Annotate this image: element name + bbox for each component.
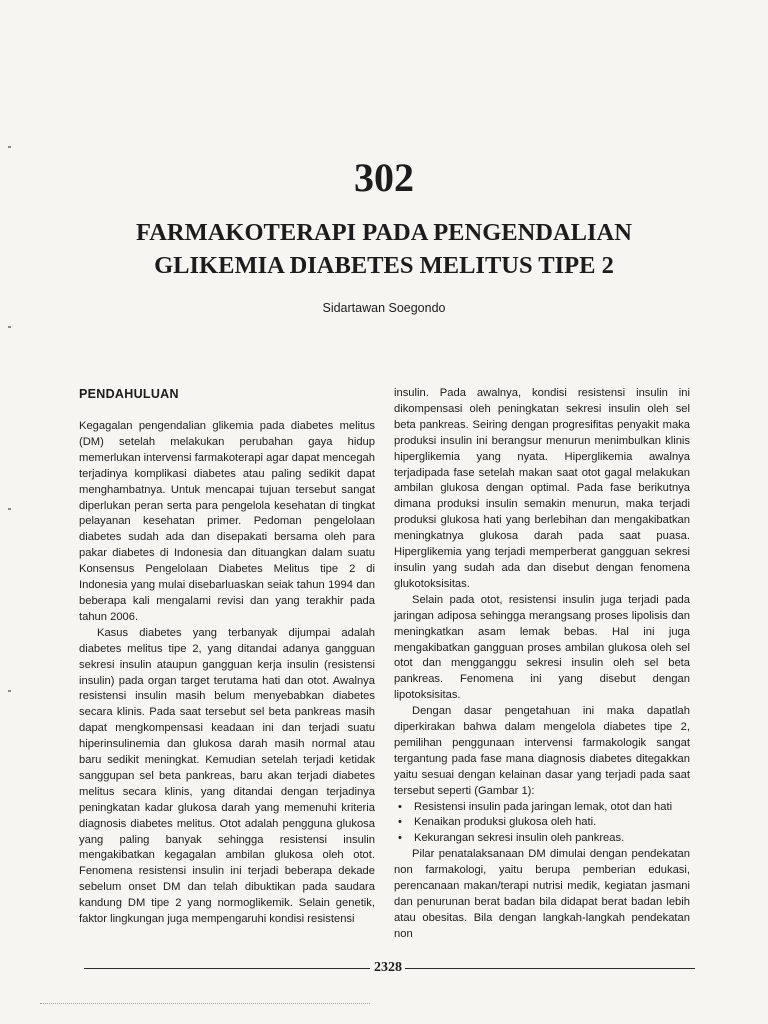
right-column	[394, 386, 690, 943]
scan-artifact-mark	[8, 508, 11, 510]
paragraph: Kasus diabetes yang terbanyak dijumpai adalah diabetes melitus tipe 2, yang ditandai adanya gangguan sekresi insulin ataupun gangguan kerja insulin (resistensi insulin) pada organ target terutama hati dan otot. Awalnya resistensi insulin masih belum menyebabkan diabetes secara klinis. Pada saat tersebut sel beta pankreas masih dapat mengkompensasi keadaan ini dan terjadi suatu hiperinsulinemia dan glukosa darah masih normal atau baru sedikit meningkat. Kemudian setelah terjadi ketidak sanggupan sel beta pankreas, baru akan terjadi diabetes melitus secara klinis, yang ditandai dengan terjadinya peningkatan kadar glukosa darah yang memenuhi kriteria diagnosis diabetes melitus. Otot adalah pengguna glukosa yang paling banyak sehingga resistensi insulin mengakibatkan kegagalan ambilan glukosa oleh otot. Fenomena resistensi insulin ini terjadi beberapa dekade sebelum onset DM dan telah dibuktikan pada saudara kandung DM tipe 2 yang normoglikemik. Selain genetik, faktor lingkungan juga mempengaruhi kondisi resistensi	[79, 626, 375, 926]
paragraph: Kegagalan pengendalian glikemia pada diabetes melitus (DM) setelah melakukan perubahan gaya hidup memerlukan intervensi farmakoterapi agar dapat mencegah terjadinya komplikasi diabetes atau paling sedikit dapat menghambatnya. Untuk mencapai tujuan tersebut sangat diperlukan peran serta para pengelola kesehatan di tingkat pelayanan kesehatan primer. Pedoman pengelolaan diabetes sudah ada dan disepakati bersama oleh para pakar diabetes di Indonesia dan dituangkan dalam suatu Konsensus Pengelolaan Diabetes Melitus tipe 2 di Indonesia yang mulai disebarluaskan seiak tahun 1994 dan beberapa kali mengalami revisi dan yang terakhir pada tahun 2006.	[79, 420, 376, 623]
bullet-item: • Kenaikan produksi glukosa oleh hati.	[394, 815, 690, 831]
section-heading: PENDAHULUAN	[79, 387, 179, 401]
chapter-title-line-2: GLIKEMIA DIABETES MELITUS TIPE 2	[154, 252, 614, 279]
bullet-item: • Resistensi insulin pada jaringan lemak, otot dan hati	[394, 800, 690, 816]
bullet-list	[394, 800, 690, 848]
chapter-number: 302	[354, 155, 414, 200]
paragraph: Dengan dasar pengetahuan ini maka dapatlah diperkirakan bahwa dalam mengelola diabetes tipe 2, pemilihan penggunaan intervensi farmakologik sangat tergantung pada fase mana diagnosis diabetes ditegakkan yaitu sesuai dengan kelainan dasar yang terjadi pada saat tersebut seperti (Gambar 1):	[394, 705, 690, 797]
footer-rule-right	[405, 968, 695, 969]
scan-artifact-mark	[8, 326, 11, 328]
bullet-item: • Kekurangan sekresi insulin oleh pankreas.	[394, 831, 690, 847]
scan-artifact-dots	[40, 1003, 370, 1005]
scan-artifact-mark	[8, 690, 11, 692]
author-name: Sidartawan Soegondo	[322, 301, 446, 315]
paragraph: Selain pada otot, resistensi insulin juga terjadi pada jaringan adiposa sehingga merangsang proses lipolisis dan meningkatkan asam lemak bebas. Hal ini juga mengakibatkan gangguan proses ambilan glukosa oleh sel otot dan mengganggu sekresi insulin oleh sel beta pankreas. Fenomena ini yang disebut dengan lipotoksisitas.	[394, 593, 690, 702]
paragraph: insulin. Pada awalnya, kondisi resistensi insulin ini dikompensasi oleh peningkatan sekresi insulin oleh sel beta pankreas. Seiring dengan progresifitas penyakit maka produksi insulin ini berangsur menurun menimbulkan klinis hiperglikemia yang nyata. Hiperglikemia awalnya terjadipada fase setelah makan saat otot gagal melakukan ambilan glukosa dengan optimal. Pada fase berikutnya dimana produksi insulin semakin menurun, maka terjadi produksi glukosa hati yang berlebihan dan mengakibatkan meningkatnya glukosa darah pada saat puasa. Hiperglikemia yang terjadi memperberat gangguan sekresi insulin yang sudah ada dan disebut dengan fenomena glukotoksisitas.	[394, 387, 690, 590]
page-number: 2328	[374, 960, 402, 975]
chapter-title-line-1: FARMAKOTERAPI PADA PENGENDALIAN	[136, 219, 632, 246]
chapter-title	[0, 216, 768, 282]
left-column	[79, 386, 375, 928]
paragraph: Pilar penatalaksanaan DM dimulai dengan pendekatan non farmakologi, yaitu berupa pemberian edukasi, perencanaan makan/terapi nutrisi medik, kegiatan jasmani dan penurunan berat badan bila didapat berat badan lebih atau obesitas. Bila dengan langkah-langkah pendekatan non	[394, 848, 690, 940]
footer-rule-left	[84, 968, 370, 969]
scan-artifact-mark	[8, 146, 11, 148]
